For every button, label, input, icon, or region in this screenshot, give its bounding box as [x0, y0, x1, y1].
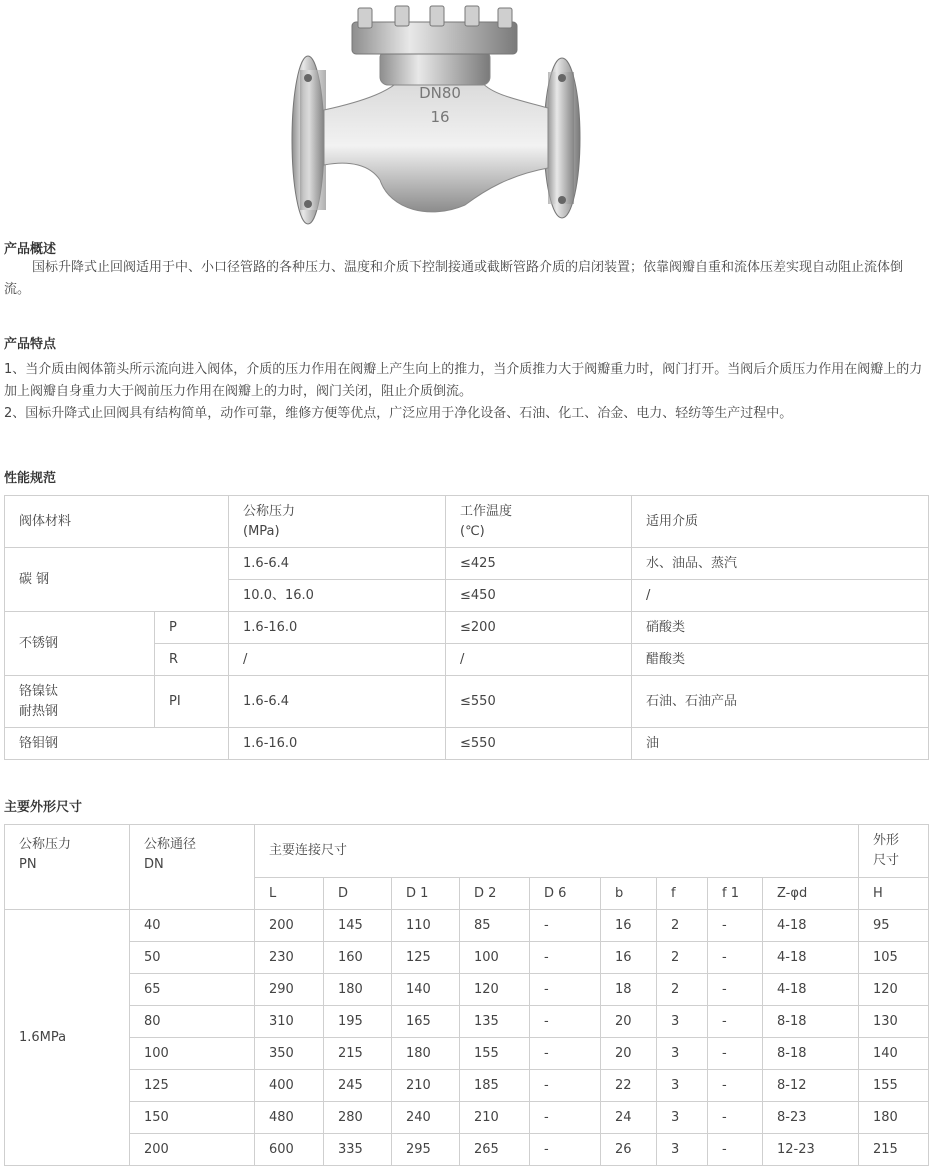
dimension-cell: 600 [255, 1134, 324, 1166]
dimension-cell: - [530, 974, 601, 1006]
dimension-cell: 185 [460, 1070, 530, 1102]
dimension-cell: 22 [601, 1070, 657, 1102]
dimension-cell: 215 [324, 1038, 392, 1070]
pressure-cell: 1.6-6.4 [229, 548, 446, 580]
dimension-cell: 8-18 [763, 1006, 859, 1038]
dn-cell: 150 [130, 1102, 255, 1134]
dimension-cell: 120 [460, 974, 530, 1006]
dimension-cell: 3 [657, 1038, 708, 1070]
dimensions-table [4, 824, 929, 1166]
temp-cell: ≤550 [446, 676, 632, 728]
dims-subheader-cell: L [255, 878, 324, 910]
medium-cell: 硝酸类 [632, 612, 929, 644]
dn-cell: 65 [130, 974, 255, 1006]
dimension-cell: 230 [255, 942, 324, 974]
dimension-cell: 8-18 [763, 1038, 859, 1070]
code-cell: PI [155, 676, 229, 728]
spec-col-temp: 工作温度 (℃) [446, 496, 632, 548]
dimension-cell: 165 [392, 1006, 460, 1038]
dimension-cell: 335 [324, 1134, 392, 1166]
features-item-1: 1、当介质由阀体箭头所示流向进入阀体，介质的压力作用在阀瓣上产生向上的推力，当介质推力大于阀瓣重力时，阀门打开。当阀后介质压力作用在阀瓣上的力加上阀瓣自身重力大于阀前压力作用在阀瓣上的力时，阀门关闭，阻止介质倒流。 [4, 362, 923, 399]
dimension-cell: 160 [324, 942, 392, 974]
dimension-cell: 8-23 [763, 1102, 859, 1134]
table-row [5, 548, 929, 580]
spec-heading: 性能规范 [4, 471, 57, 486]
dimension-cell: 180 [859, 1102, 929, 1134]
dimension-cell: 180 [324, 974, 392, 1006]
dims-subheader-cell: f [657, 878, 708, 910]
dimension-cell: 12-23 [763, 1134, 859, 1166]
dimension-cell: 245 [324, 1070, 392, 1102]
table-row [5, 942, 929, 974]
dimension-cell: 180 [392, 1038, 460, 1070]
dimension-cell: - [708, 1102, 763, 1134]
pressure-cell: 1.6-6.4 [229, 676, 446, 728]
table-row [5, 496, 929, 548]
dims-col-conn: 主要连接尺寸 [255, 825, 859, 878]
dims-subheader-cell: D 1 [392, 878, 460, 910]
dims-subheader-cell: b [601, 878, 657, 910]
dimension-cell: 310 [255, 1006, 324, 1038]
material-cell: 铬镍钛 耐热钢 [5, 676, 155, 728]
dimension-cell: 3 [657, 1006, 708, 1038]
dimension-cell: 125 [392, 942, 460, 974]
medium-cell: 石油、石油产品 [632, 676, 929, 728]
material-cell: 碳 钢 [5, 548, 229, 612]
dimension-cell: - [708, 910, 763, 942]
dimension-cell: - [530, 1006, 601, 1038]
dn-cell: 125 [130, 1070, 255, 1102]
material-cell: 不锈钢 [5, 612, 155, 676]
dimension-cell: 140 [859, 1038, 929, 1070]
dn-cell: 80 [130, 1006, 255, 1038]
table-row [5, 910, 929, 942]
dimension-cell: - [530, 1134, 601, 1166]
dimension-cell: - [530, 1038, 601, 1070]
dimension-cell: 105 [859, 942, 929, 974]
dimension-cell: 2 [657, 942, 708, 974]
dimension-cell: 4-18 [763, 974, 859, 1006]
temp-cell: ≤450 [446, 580, 632, 612]
dimension-cell: 130 [859, 1006, 929, 1038]
dims-col-pn: 公称压力 PN [5, 825, 130, 910]
dimension-cell: 4-18 [763, 910, 859, 942]
table-row [5, 728, 929, 760]
dims-subheader-cell: D 6 [530, 878, 601, 910]
dimension-cell: 16 [601, 910, 657, 942]
table-row [5, 1102, 929, 1134]
dimension-cell: 20 [601, 1006, 657, 1038]
valve-dn-marking: DN80 [419, 84, 461, 102]
table-row [5, 676, 929, 728]
dimension-cell: 215 [859, 1134, 929, 1166]
code-cell: R [155, 644, 229, 676]
dimension-cell: 24 [601, 1102, 657, 1134]
dimension-cell: - [708, 1134, 763, 1166]
dimension-cell: - [530, 1102, 601, 1134]
dimension-cell: - [708, 942, 763, 974]
valve-product-image [280, 0, 600, 232]
dims-subheader-cell: D [324, 878, 392, 910]
spec-col-material: 阀体材料 [5, 496, 229, 548]
dimension-cell: - [530, 1070, 601, 1102]
table-row [5, 974, 929, 1006]
dimension-cell: 210 [392, 1070, 460, 1102]
dimension-cell: 95 [859, 910, 929, 942]
features-heading: 产品特点 [4, 337, 57, 352]
dimension-cell: 195 [324, 1006, 392, 1038]
temp-cell: / [446, 644, 632, 676]
temp-cell: ≤550 [446, 728, 632, 760]
dimension-cell: 85 [460, 910, 530, 942]
dims-subheader-cell: f 1 [708, 878, 763, 910]
dn-cell: 40 [130, 910, 255, 942]
table-row [5, 1038, 929, 1070]
dimension-cell: 400 [255, 1070, 324, 1102]
pressure-cell: 1.6-16.0 [229, 728, 446, 760]
pressure-cell: 1.6-16.0 [229, 612, 446, 644]
dimension-cell: 135 [460, 1006, 530, 1038]
dimension-cell: 3 [657, 1070, 708, 1102]
dimension-cell: 120 [859, 974, 929, 1006]
dimension-cell: 240 [392, 1102, 460, 1134]
table-row [5, 1006, 929, 1038]
dimension-cell: 110 [392, 910, 460, 942]
table-row [5, 1070, 929, 1102]
dimension-cell: 100 [460, 942, 530, 974]
dn-cell: 50 [130, 942, 255, 974]
medium-cell: / [632, 580, 929, 612]
dimension-cell: 2 [657, 910, 708, 942]
dimension-cell: - [708, 1006, 763, 1038]
dims-heading: 主要外形尺寸 [4, 800, 83, 815]
dimension-cell: 3 [657, 1134, 708, 1166]
dimension-cell: 2 [657, 974, 708, 1006]
dimension-cell: 210 [460, 1102, 530, 1134]
dimension-cell: 350 [255, 1038, 324, 1070]
pn-cell: 1.6MPa [5, 910, 130, 1166]
dims-col-h: 外形 尺寸 [859, 825, 929, 878]
dimension-cell: - [708, 974, 763, 1006]
medium-cell: 醋酸类 [632, 644, 929, 676]
dimension-cell: 200 [255, 910, 324, 942]
dimension-cell: - [530, 910, 601, 942]
dimension-cell: 18 [601, 974, 657, 1006]
spec-col-medium: 适用介质 [632, 496, 929, 548]
dimension-cell: 265 [460, 1134, 530, 1166]
dn-cell: 200 [130, 1134, 255, 1166]
dimension-cell: 16 [601, 942, 657, 974]
dimension-cell: - [530, 942, 601, 974]
dimension-cell: 26 [601, 1134, 657, 1166]
dimension-cell: 480 [255, 1102, 324, 1134]
dims-subheader-cell: D 2 [460, 878, 530, 910]
dimension-cell: 155 [460, 1038, 530, 1070]
table-row [5, 825, 929, 878]
overview-text: 国标升降式止回阀适用于中、小口径管路的各种压力、温度和介质下控制接通或截断管路介质的启闭装置；依靠阀瓣自重和流体压差实现自动阻止流体倒流。 [4, 260, 904, 297]
pressure-cell: / [229, 644, 446, 676]
dimension-cell: 8-12 [763, 1070, 859, 1102]
features-item-2: 2、国标升降式止回阀具有结构简单，动作可靠，维修方便等优点，广泛应用于净化设备、石油、化工、冶金、电力、轻纺等生产过程中。 [4, 406, 793, 421]
table-row [5, 1134, 929, 1166]
dimension-cell: - [708, 1070, 763, 1102]
valve-pn-marking: 16 [430, 108, 450, 126]
dimension-cell: 155 [859, 1070, 929, 1102]
dims-subheader-cell: Z-φd [763, 878, 859, 910]
dimension-cell: 295 [392, 1134, 460, 1166]
material-cell: 铬钼钢 [5, 728, 229, 760]
dimension-cell: 140 [392, 974, 460, 1006]
dims-col-dn: 公称通径 DN [130, 825, 255, 910]
overview-heading: 产品概述 [4, 242, 57, 257]
table-row [5, 612, 929, 644]
medium-cell: 水、油品、蒸汽 [632, 548, 929, 580]
code-cell: P [155, 612, 229, 644]
pressure-cell: 10.0、16.0 [229, 580, 446, 612]
dims-subheader-cell: H [859, 878, 929, 910]
dimension-cell: 3 [657, 1102, 708, 1134]
dimension-cell: 290 [255, 974, 324, 1006]
dimension-cell: - [708, 1038, 763, 1070]
temp-cell: ≤425 [446, 548, 632, 580]
dimension-cell: 280 [324, 1102, 392, 1134]
dn-cell: 100 [130, 1038, 255, 1070]
dimension-cell: 20 [601, 1038, 657, 1070]
spec-col-pressure: 公称压力 (MPa) [229, 496, 446, 548]
dimension-cell: 4-18 [763, 942, 859, 974]
dimension-cell: 145 [324, 910, 392, 942]
medium-cell: 油 [632, 728, 929, 760]
spec-table [4, 495, 929, 760]
temp-cell: ≤200 [446, 612, 632, 644]
